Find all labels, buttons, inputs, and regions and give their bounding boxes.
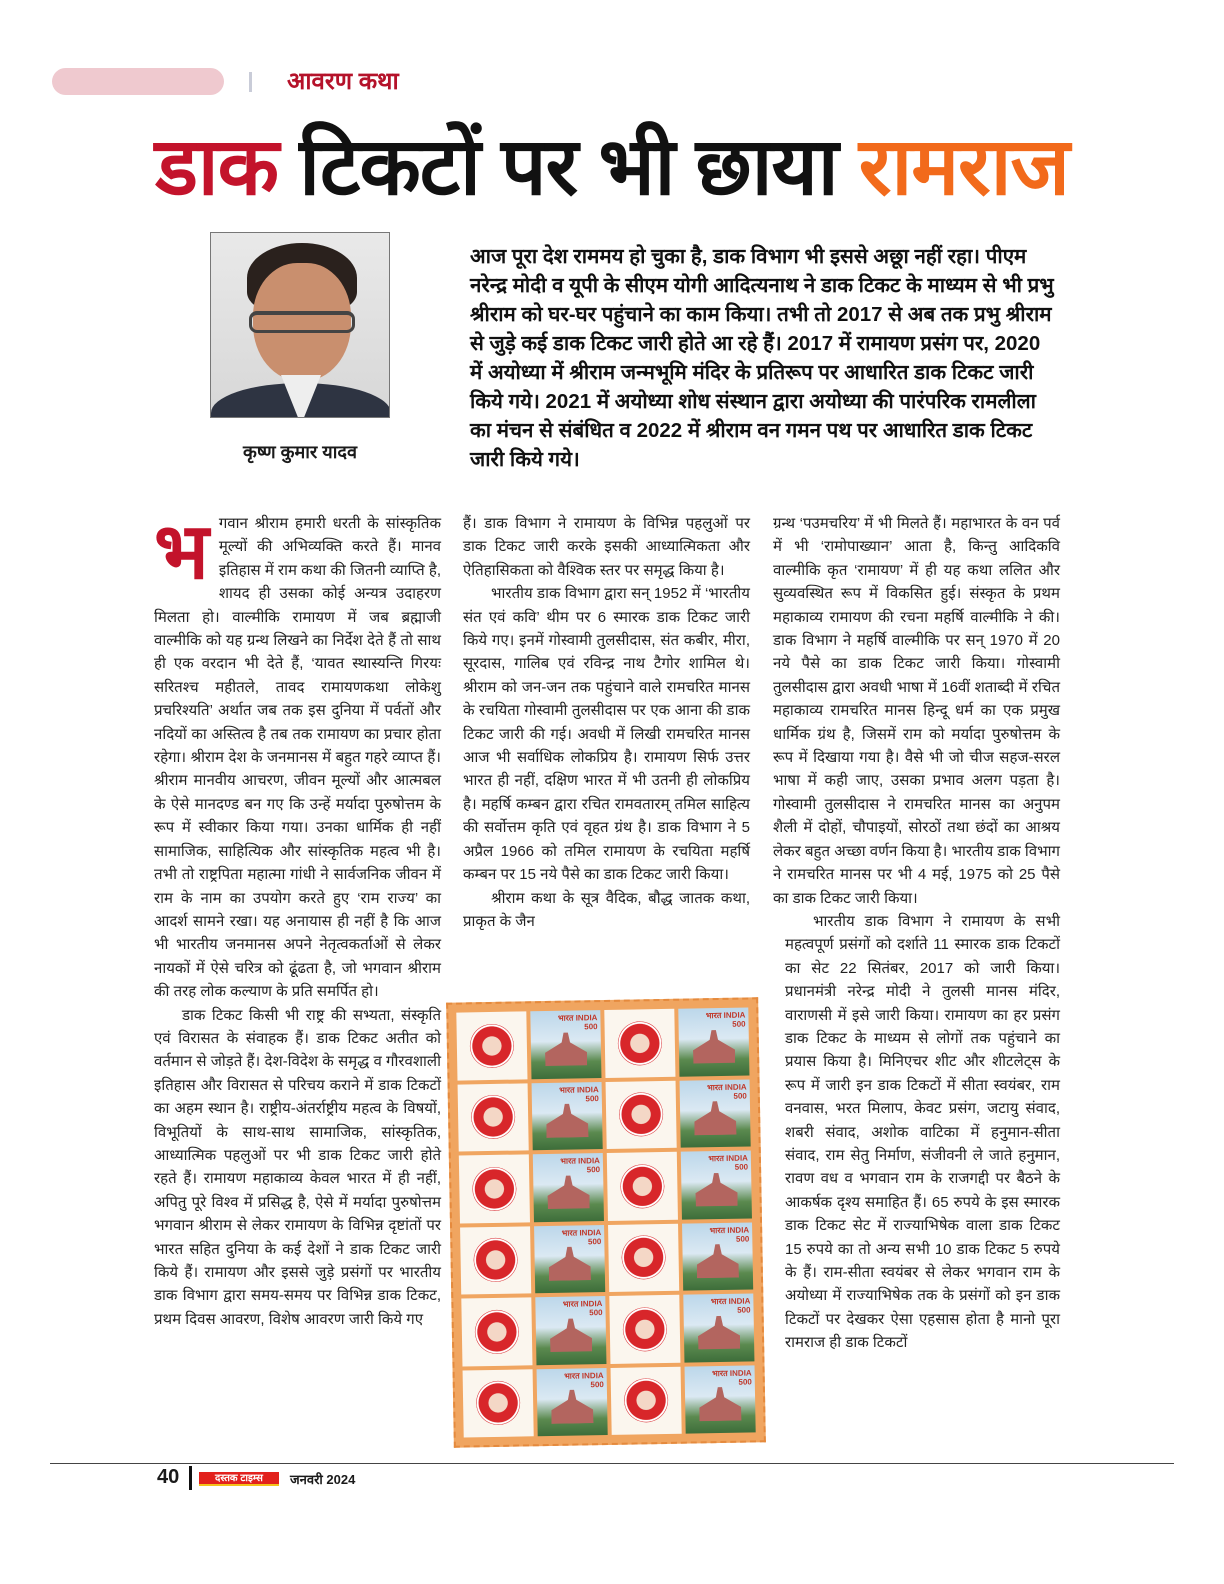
author-name: कृष्ण कुमार यादव — [243, 442, 357, 462]
drop-cap: भ — [154, 507, 209, 595]
paragraph: ग्रन्थ ‘पउमचरिय’ में भी मिलते हैं। महाभारत के वन पर्व में भी ‘रामोपाख्यान’ आता है, किन्तु आदिकवि वाल्मीकि कृत ‘रामायण’ में ही यह कथा ललित और सुव्यवस्थित रूप में विकसित हुई। संस्कृत के प्रथम महाकाव्य रामायण की रचना महर्षि वाल्मीकि ने की। डाक विभाग ने महर्षि वाल्मीकि पर सन् 1970 में 20 नये पैसे का डाक टिकट जारी किया। गोस्वामी तुलसीदास द्वारा अवधी भाषा में 16वीं शताब्दी में रचित महाकाव्य रामचरित मानस हिन्दू धर्म का एक प्रमुख धार्मिक ग्रंथ है, जिसमें राम को मर्यादा पुरुषोत्तम के रूप में दिखाया गया है। वैसे भी जो चीज सहज-सरल भाषा में कही जाए, उसका प्रभाव अलग पड़ता है। गोस्वामी तुलसीदास ने रामचरित मानस का अनुपम शैली में दोहों, चौपाइयों, सोरठों तथा छंदों का आश्रय लेकर बहुत अच्छा वर्णन किया है। भारतीय डाक विभाग ने रामचरित मानस पर भी 4 मई, 1975 को 25 पैसे का डाक टिकट जारी किया। — [773, 515, 1061, 907]
seal-stamp — [609, 1295, 680, 1364]
temple-stamp — [680, 1079, 751, 1148]
temple-stamp — [683, 1293, 754, 1362]
paragraph: हैं। डाक विभाग ने रामायण के विभिन्न पहलुओं पर डाक टिकट जारी करके इसकी आध्यात्मिकता और ऐतिहासिकता को वैश्विक स्तर पर समृद्ध किया है। — [463, 515, 750, 579]
temple-stamp — [681, 1150, 752, 1219]
seal-stamp — [456, 1011, 527, 1080]
temple-stamp — [682, 1222, 753, 1291]
stamp-value: भारत INDIA 500 — [561, 1227, 602, 1246]
footer-rule — [50, 1463, 1174, 1464]
temple-stamp — [530, 1010, 601, 1079]
temple-stamp — [537, 1368, 608, 1437]
paragraph: गवान श्रीराम हमारी धरती के सांस्कृतिक मूल्यों की अभिव्यक्ति करते हैं। मानव इतिहास में राम कथा की जितनी व्याप्ति है, शायद ही उसका कोई अन्यत्र उदाहरण मिलता हो। वाल्मीकि रामायण में जब ब्रह्माजी वाल्मीकि को यह ग्रन्थ लिखने का निर्देश देते हैं तो साथ ही एक वरदान भी देते हैं, ‘यावत स्थास्यन्ति गिरयः सरितश्च महीतले, तावद रामायणकथा लोकेशु प्रचरिश्यति’ अर्थात जब तक इस दुनिया में पर्वतों और नदियों का अस्तित्व है तब तक रामायण का प्रचार होता रहेगा। श्रीराम देश के जनमानस में बहुत गहरे व्याप्त हैं। श्रीराम मानवीय आचरण, जीवन मूल्यों और आत्मबल के ऐसे मानदण्ड बन गए कि उन्हें मर्यादा पुरुषोत्तम के रूप में स्वीकार किया गया। उनका धार्मिक ही नहीं सामाजिक, साहित्यिक और सांस्कृतिक महत्व भी है। तभी तो राष्ट्रपिता महात्मा गांधी ने सार्वजनिक जीवन में राम के नाम का उपयोग करते हुए ‘राम राज्य’ का आदर्श सामने रखा। यह अनायास ही नहीं है कि आज भी भारतीय जनमानस अपने नेतृत्वकर्ताओं से लेकर नायकों में ऐसे चरित्र को ढूंढता है, जो भगवान श्रीराम की तरह लोक कल्याण के प्रति समर्पित हो। — [154, 515, 441, 1001]
seal-stamp — [604, 1009, 675, 1078]
stamp-value: भारत INDIA 500 — [709, 1225, 750, 1244]
temple-stamp — [533, 1153, 604, 1222]
headline-part-red: डाक — [155, 122, 279, 211]
stamp-value: भारत INDIA 500 — [705, 1010, 746, 1029]
section-tag-pill — [52, 68, 224, 95]
stamp-value: भारत INDIA 500 — [707, 1082, 747, 1101]
headline-part-orange: रामराज — [858, 122, 1069, 211]
seal-stamp — [459, 1154, 530, 1223]
stamp-value: भारत INDIA 500 — [560, 1156, 601, 1175]
column-3 — [773, 512, 1060, 1355]
paragraph: डाक टिकट किसी भी राष्ट्र की सभ्यता, संस्कृति एवं विरासत के संवाहक हैं। डाक टिकट अतीत को वर्तमान से जोड़ते हैं। देश-विदेश के समृद्ध व गौरवशाली इतिहास और विरासत से परिचय कराने में डाक टिकटों का अहम स्थान है। राष्ट्रीय-अंतर्राष्ट्रीय महत्व के विषयों, विभूतियों के साथ-साथ सामाजिक, सांस्कृतिक, आध्यात्मिक पहलुओं पर भी डाक टिकट जारी होते रहते हैं। रामायण महाकाव्य केवल भारत में ही नहीं, अपितु पूरे विश्व में प्रसिद्ध है, ऐसे में मर्यादा पुरुषोत्तम भगवान श्रीराम से लेकर रामायण के विभिन्न दृष्टांतों पर भारत सहित दुनिया के कई देशों ने डाक टिकट जारी किये हैं। रामायण और इससे जुड़े प्रसंगों पर भारतीय डाक विभाग द्वारा समय-समय पर विभिन्न डाक टिकट, प्रथम दिवस आवरण, विशेष आवरण जारी किये गए — [154, 1006, 441, 1328]
column-1 — [154, 507, 441, 1331]
stamp-value: भारत INDIA 500 — [564, 1370, 604, 1389]
seal-stamp — [607, 1152, 678, 1221]
stamp-value: भारत INDIA 500 — [562, 1299, 603, 1318]
paragraph: भारतीय डाक विभाग द्वारा सन् 1952 में ‘भारतीय संत एवं कवि’ थीम पर 6 स्मारक डाक टिकट जारी किये गए। इनमें गोस्वामी तुलसीदास, संत कबीर, मीरा, सूरदास, गालिब एवं रविन्द्र नाथ टैगोर शामिल थे। श्रीराम को जन-जन तक पहुंचाने वाले रामचरित मानस के रचयिता गोस्वामी तुलसीदास पर एक आना की डाक टिकट जारी की गई। अवधी में लिखी रामचरित मानस आज भी सर्वाधिक लोकप्रिय है। रामायण सिर्फ उत्तर भारत ही नहीं, दक्षिण भारत में भी उतनी ही लोकप्रिय है। महर्षि कम्बन द्वारा रचित रामवतारम् तमिल साहित्य की सर्वोत्तम कृति एवं वृहत ग्रंथ है। डाक विभाग ने 5 अप्रैल 1966 को तमिल रामायण के रचयिता महर्षि कम्बन पर 15 नये पैसे का डाक टिकट जारी किया। — [463, 585, 750, 884]
issue-date: जनवरी 2024 — [290, 1472, 356, 1487]
stamp-sheet-image — [446, 997, 766, 1447]
paragraph: भारतीय डाक विभाग ने रामायण के सभी महत्वपूर्ण प्रसंगों को दर्शाते 11 स्मारक डाक टिकटों का सेट 22 सितंबर, 2017 को जारी किया। प्रधानमंत्री नरेन्द्र मोदी ने तुलसी मानस मंदिर, वाराणसी में इसे जारी किया। रामायण का हर प्रसंग डाक टिकट के माध्यम से लोगों तक पहुंचाने का प्रयास किया है। मिनिएचर शीट और शीटलेट्स के रूप में जारी इन डाक टिकटों में सीता स्वयंबर, राम वनवास, भरत मिलाप, केवट प्रसंग, जटायु संवाद, शबरी संवाद, अशोक वाटिका में हनुमान-सीता संवाद, राम सेतु निर्माण, संजीवनी ले जाते हनुमान, रावण वध व भगवान राम के राजगद्दी पर बैठने के आकर्षक दृश्य समाहित हैं। 65 रुपये के इस स्मारक डाक टिकट सेट में राज्याभिषेक वाला डाक टिकट 15 रुपये का तो अन्य सभी 10 डाक टिकट 5 रुपये के हैं। राम-सीता स्वयंबर से लेकर भगवान राम के अयोध्या में राज्याभिषेक तक के प्रसंगों को इन डाक टिकटों पर देखकर ऐसा एहसास होता है मानो पूरा रामराज ही डाक टिकटों — [785, 912, 1060, 1352]
footer-divider — [189, 1466, 192, 1490]
seal-stamp — [606, 1080, 677, 1149]
temple-stamp — [534, 1225, 605, 1294]
seal-stamp — [611, 1366, 682, 1435]
stamp-value: भारत INDIA 500 — [708, 1153, 749, 1172]
temple-stamp — [678, 1007, 749, 1076]
stamp-value: भारत INDIA 500 — [710, 1296, 751, 1315]
seal-stamp — [463, 1369, 534, 1438]
stamp-value: भारत INDIA 500 — [557, 1013, 598, 1032]
seal-stamp — [460, 1226, 531, 1295]
temple-stamp — [532, 1082, 603, 1151]
temple-stamp — [535, 1296, 606, 1365]
stamp-value: भारत INDIA 500 — [712, 1367, 752, 1387]
divider — [249, 72, 252, 92]
page-number: 40 — [157, 1466, 180, 1488]
temple-stamp — [685, 1365, 756, 1434]
column-2 — [463, 512, 750, 933]
intro-paragraph: आज पूरा देश राममय हो चुका है, डाक विभाग भी इससे अछूा नहीं रहा। पीएम नरेन्द्र मोदी व यूपी के सीएम योगी आदित्यनाथ ने डाक टिकट के माध्यम से भी प्रभु श्रीराम को घर-घर पहुंचाने का काम किया। तभी तो 2017 से अब तक प्रभु श्रीराम से जुड़े कई डाक टिकट जारी होते आ रहे हैं। 2017 में रामायण प्रसंग पर, 2020 में अयोध्या में श्रीराम जन्मभूमि मंदिर के प्रतिरूप पर आधारित डाक टिकट जारी किये गये। 2021 में अयोध्या शोध संस्थान द्वारा अयोध्या की पारंपरिक रामलीला का मंचन से संबंधित व 2022 में श्रीराम वन गमन पथ पर आधारित डाक टिकट जारी किये गये। — [470, 245, 1054, 471]
seal-stamp — [608, 1223, 679, 1292]
magazine-logo: दस्तक टाइम्स — [199, 1472, 279, 1486]
paragraph: श्रीराम कथा के सूत्र वैदिक, बौद्ध जातक कथा, प्राकृत के जैन — [463, 889, 750, 930]
headline — [0, 112, 1224, 222]
author-photo — [210, 232, 390, 418]
stamp-value: भारत INDIA 500 — [559, 1084, 599, 1103]
seal-stamp — [458, 1083, 529, 1152]
headline-part-black: टिकटों पर भी छाया — [278, 122, 859, 211]
seal-stamp — [461, 1297, 532, 1366]
section-label: आवरण कथा — [287, 68, 399, 95]
